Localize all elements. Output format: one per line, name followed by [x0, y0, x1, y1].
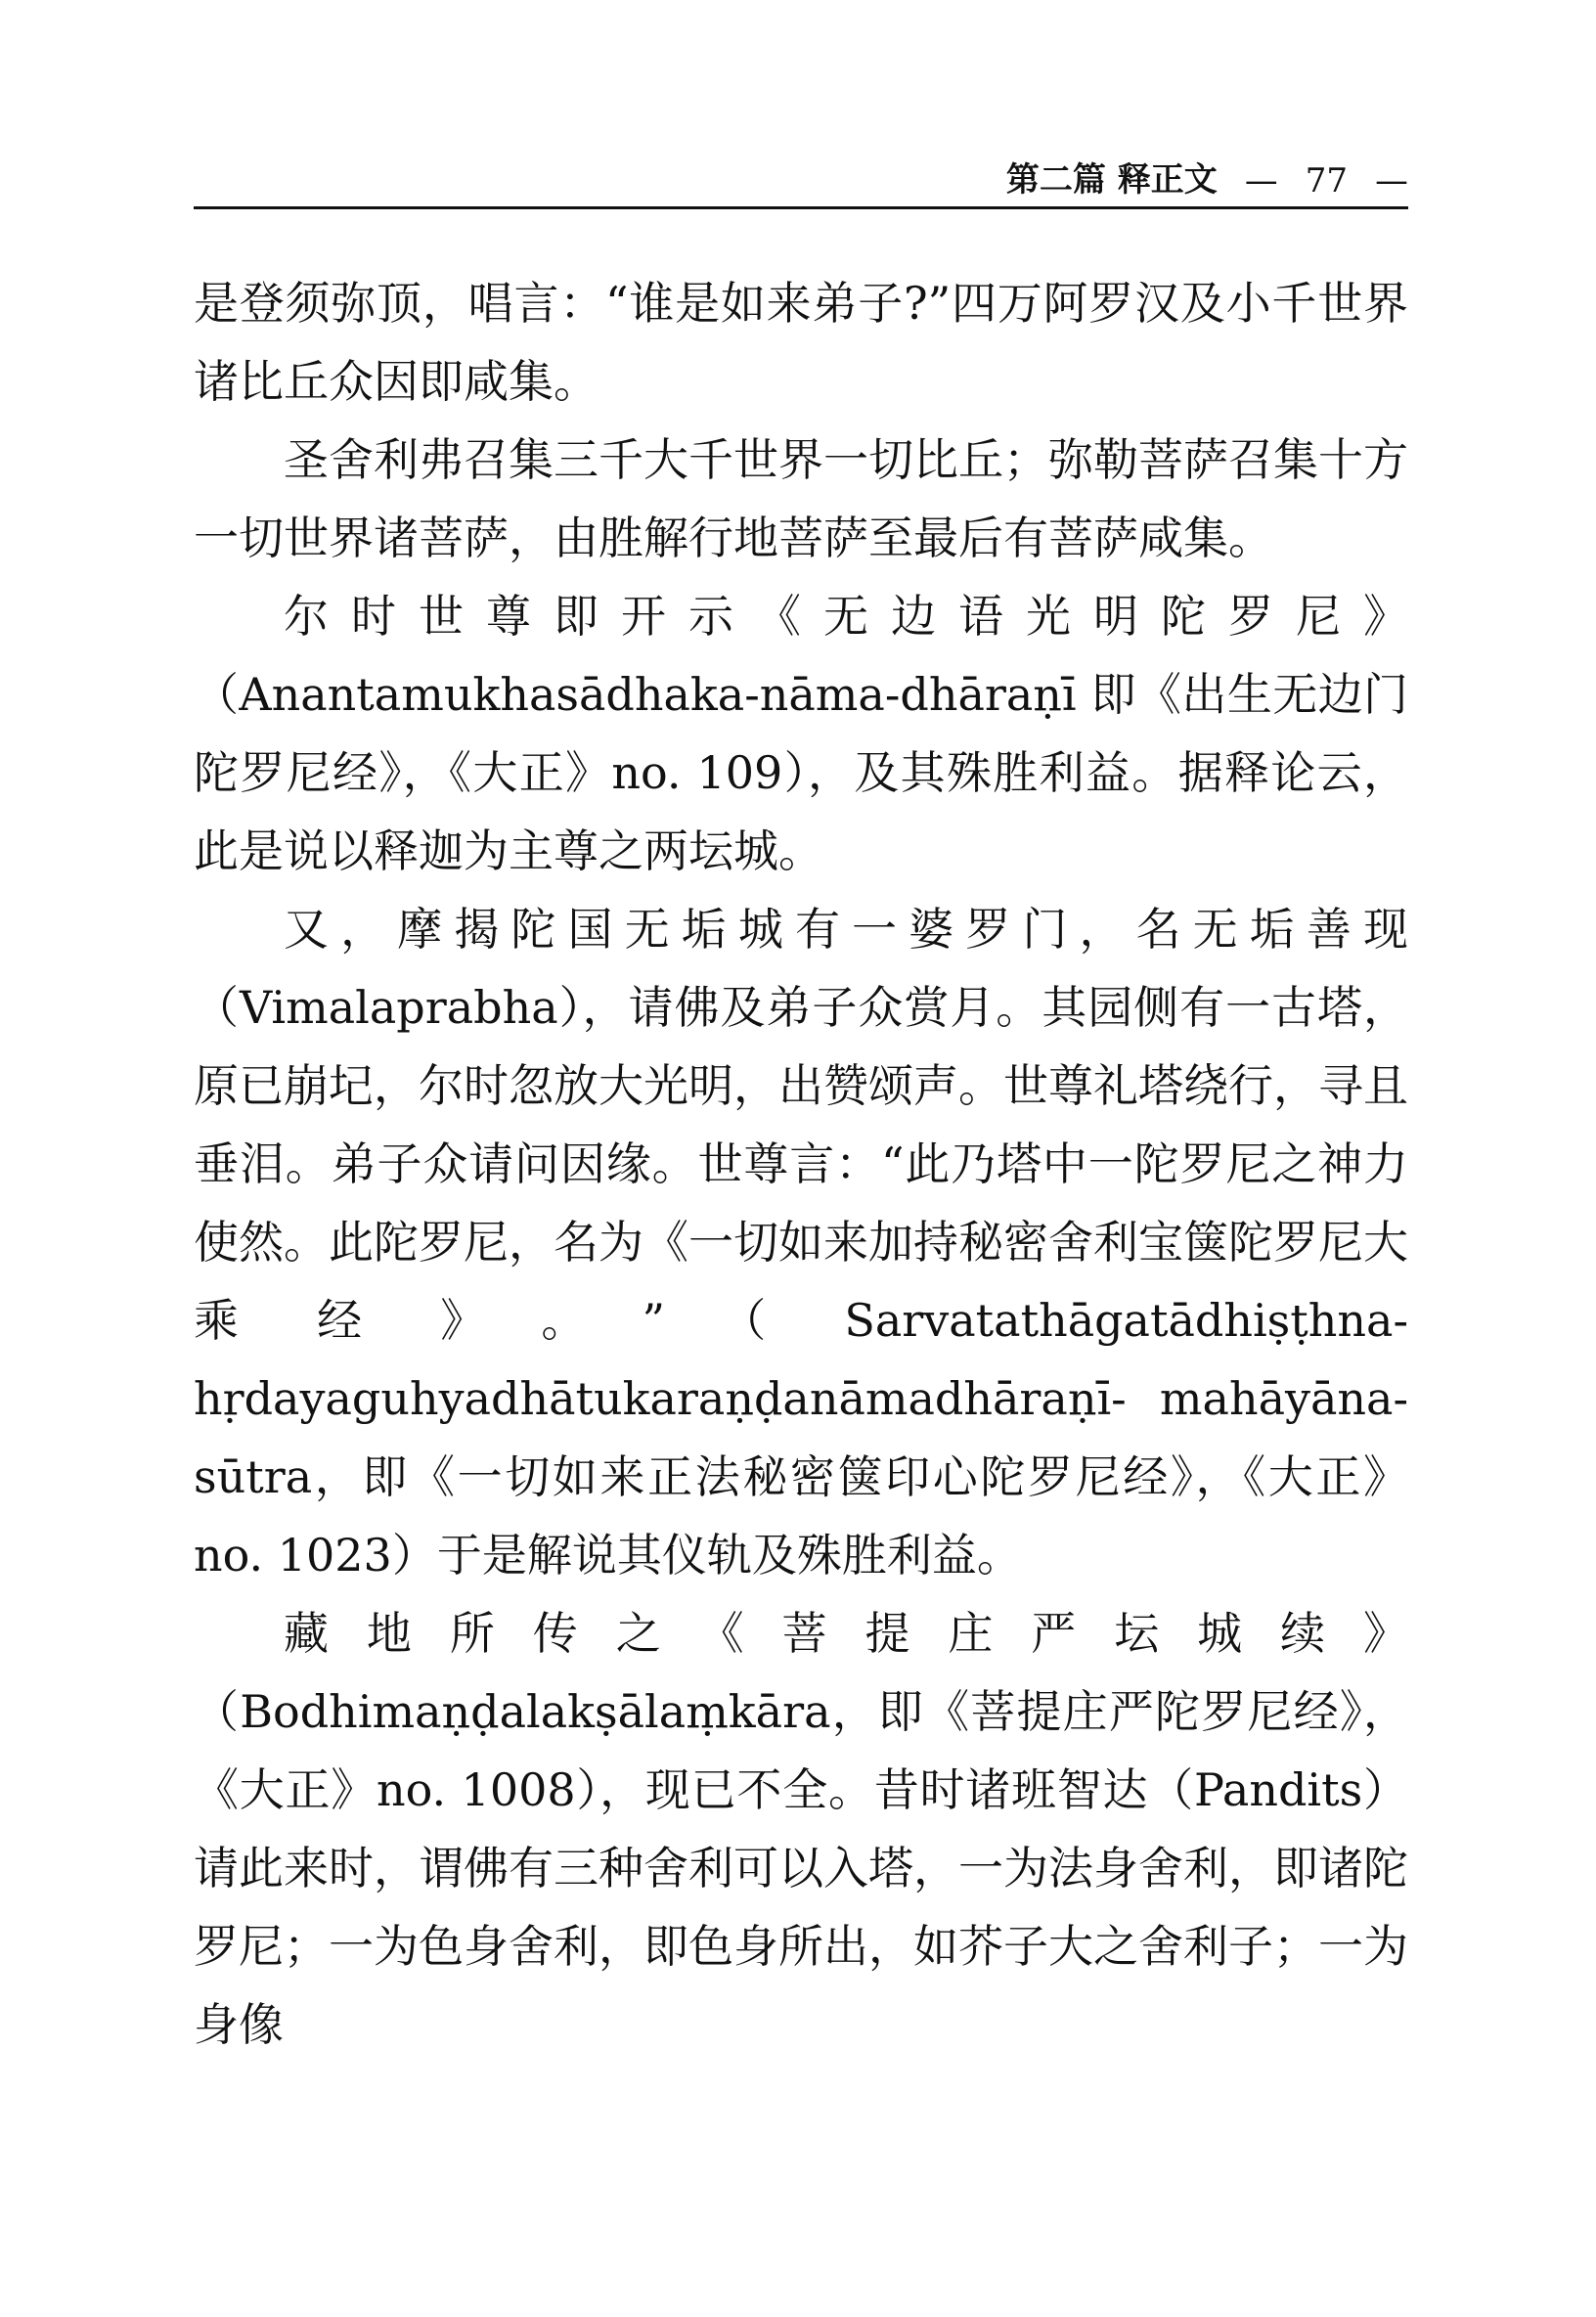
paragraph-3: 尔时世尊即开示《无边语光明陀罗尼》（Anantamukhasādhaka-nāma-dhāraṇī 即《出生无边门陀罗尼经》，《大正》no. 109），及其殊胜利益。据释论云，此是说以释迦为主尊之两坛城。	[194, 590, 1408, 877]
page-number: 77	[1305, 161, 1348, 201]
paragraph-2: 圣舍利弗召集三千大千世界一切比丘；弥勒菩萨召集十方一切世界诸菩萨，由胜解行地菩萨至最后有菩萨咸集。	[194, 433, 1408, 564]
page-body	[194, 264, 1408, 2064]
header-title: 第二篇 释正文	[1005, 160, 1218, 200]
header-dash-right: —	[1375, 161, 1408, 201]
paragraph-4: 又，摩揭陀国无垢城有一婆罗门，名无垢善现（Vimalaprabha），请佛及弟子众赏月。其园侧有一古塔，原已崩圮，尔时忽放大光明，出赞颂声。世尊礼塔绕行，寻且垂泪。弟子众请问因缘。世尊言：“此乃塔中一陀罗尼之神力使然。此陀罗尼，名为《一切如来加持秘密舍利宝箧陀罗尼大乘经》。”（Sarvatathāgatādhiṣṭhna- hṛdayaguhyadhātukaraṇḍanāmadhāraṇī- mahāyāna-sūtra，即《一切如来正法秘密箧印心陀罗尼经》，《大正》no. 1023）于是解说其仪轨及殊胜利益。	[194, 903, 1408, 1582]
running-header	[194, 155, 1408, 209]
paragraph-5: 藏地所传之《菩提庄严坛城续》（Bodhimaṇḍalakṣālaṃkāra，即《菩提庄严陀罗尼经》，《大正》no. 1008），现已不全。昔时诸班智达（Pandits）请此来时，谓佛有三种舍利可以入塔，一为法身舍利，即诸陀罗尼；一为色身舍利，即色身所出，如芥子大之舍利子；一为身像	[194, 1607, 1408, 2051]
paragraph-1: 是登须弥顶，唱言：“谁是如来弟子?”四万阿罗汉及小千世界诸比丘众因即咸集。	[194, 277, 1408, 408]
header-dash-left: —	[1244, 161, 1278, 201]
